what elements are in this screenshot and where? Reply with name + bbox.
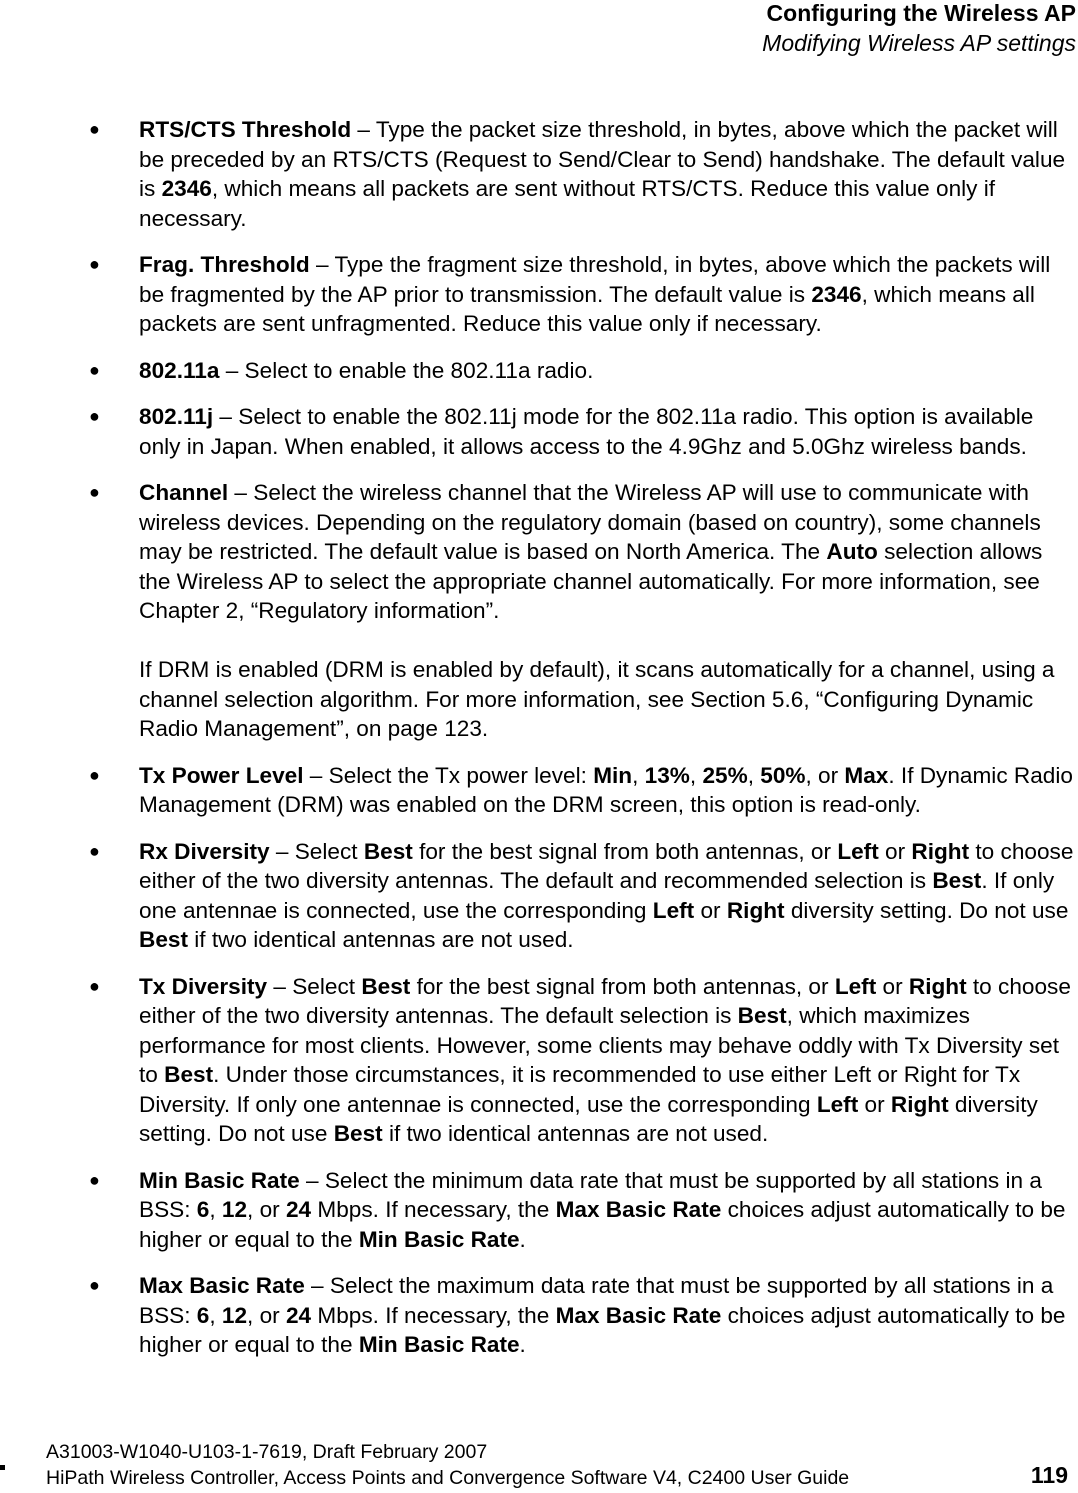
bullet-icon: ●: [89, 254, 100, 274]
bullet-icon: ●: [89, 406, 100, 426]
bullet-icon: ●: [89, 1275, 100, 1295]
list-item: ● Frag. Threshold – Type the fragment size threshold, in bytes, above which the packets will be fragmented by the AP prior to transmission. The default value is 2346, which means all packets are sent unfragmented. Reduce this value only if necessary.: [89, 252, 1051, 336]
list-item: ● RTS/CTS Threshold – Type the packet size threshold, in bytes, above which the packet will be preceded by an RTS/CTS (Request to Send/Clear to Send) handshake. The default value is 2346, which means all packets are sent without RTS/CTS. Reduce this value only if necessary.: [89, 117, 1066, 231]
chapter-title: Configuring the Wireless AP: [766, 0, 1076, 26]
bullet-icon: ●: [89, 975, 100, 996]
list-item-paragraph: If DRM is enabled (DRM is enabled by default), it scans automatically for a channel, using a channel selection algorithm. For more information, see Section 5.6, “Configuring Dynamic Radio Management”, on page 123.: [139, 657, 1055, 741]
page-header: [762, 0, 1076, 58]
list-item: ● Rx Diversity – Select Best for the best signal from both antennas, or Left or Right to choose either of the two diversity antennas. The default and recommended selection is Best. If only one antennae is connected, use the corresponding Left or Right diversity setting. Do not use Best if two identical antennas are not used.: [89, 838, 1074, 952]
footer-guide-title: HiPath Wireless Controller, Access Points and Convergence Software V4, C2400 User Guide: [46, 1467, 850, 1489]
list-item: ● Channel – Select the wireless channel that the Wireless AP will use to communicate with wireless devices. Depending on the regulatory domain (based on country), some channels may be restricted. The default value is based on North America. The Auto selection allows the Wireless AP to select the appropriate channel automatically. For more information, see Chapter 2, “Regulatory information”. If DRM is enabled (DRM is enabled by default), it scans automatically for a channel, using a channel selection algorithm. For more information, see Section 5.6, “Configuring Dynamic Radio Management”, on page 123.: [89, 478, 1078, 744]
bullet-icon: ●: [89, 764, 100, 785]
list-item: ● Max Basic Rate – Select the maximum data rate that must be supported by all stations in a BSS: 6, 12, or 24 Mbps. If necessary, the Max Basic Rate choices adjust automatically to be higher or equal to the Min Basic Rate.: [89, 1273, 1066, 1357]
bullet-icon: ●: [89, 119, 100, 139]
bullet-icon: ●: [89, 359, 100, 380]
page-edge-marker: [0, 1465, 5, 1470]
page-number: 119: [1030, 1462, 1068, 1488]
bullet-icon: ●: [89, 482, 100, 502]
list-item: ● 802.11a – Select to enable the 802.11a radio.: [89, 356, 1078, 386]
footer-doc-id: A31003-W1040-U103-1-7619, Draft February 2007: [46, 1441, 488, 1463]
list-item: ● Tx Diversity – Select Best for the best signal from both antennas, or Left or Right to choose either of the two diversity antennas. The default selection is Best, which maximizes performance for most clients. However, some clients may behave oddly with Tx Diversity set to Best. Under those circumstances, it is recommended to use either Left or Right for Tx Diversity. If only one antennae is connected, use the corresponding Left or Right diversity setting. Do not use Best if two identical antennas are not used.: [89, 973, 1071, 1146]
section-title: Modifying Wireless AP settings: [762, 30, 1076, 56]
list-item: ● 802.11j – Select to enable the 802.11j mode for the 802.11a radio. This option is available only in Japan. When enabled, it allows access to the 4.9Ghz and 5.0Ghz wireless bands.: [89, 404, 1034, 459]
list-item: ● Tx Power Level – Select the Tx power level: Min, 13%, 25%, 50%, or Max. If Dynamic Radio Management (DRM) was enabled on the DRM screen, this option is read-only.: [89, 762, 1073, 817]
bullet-icon: ●: [89, 840, 100, 861]
bullet-icon: ●: [89, 1169, 100, 1190]
page-footer: [46, 1439, 849, 1491]
list-item: ● Min Basic Rate – Select the minimum data rate that must be supported by all stations in a BSS: 6, 12, or 24 Mbps. If necessary, the Max Basic Rate choices adjust automatically to be higher or equal to the Min Basic Rate.: [89, 1167, 1066, 1252]
bullet-list: [89, 115, 1078, 1377]
